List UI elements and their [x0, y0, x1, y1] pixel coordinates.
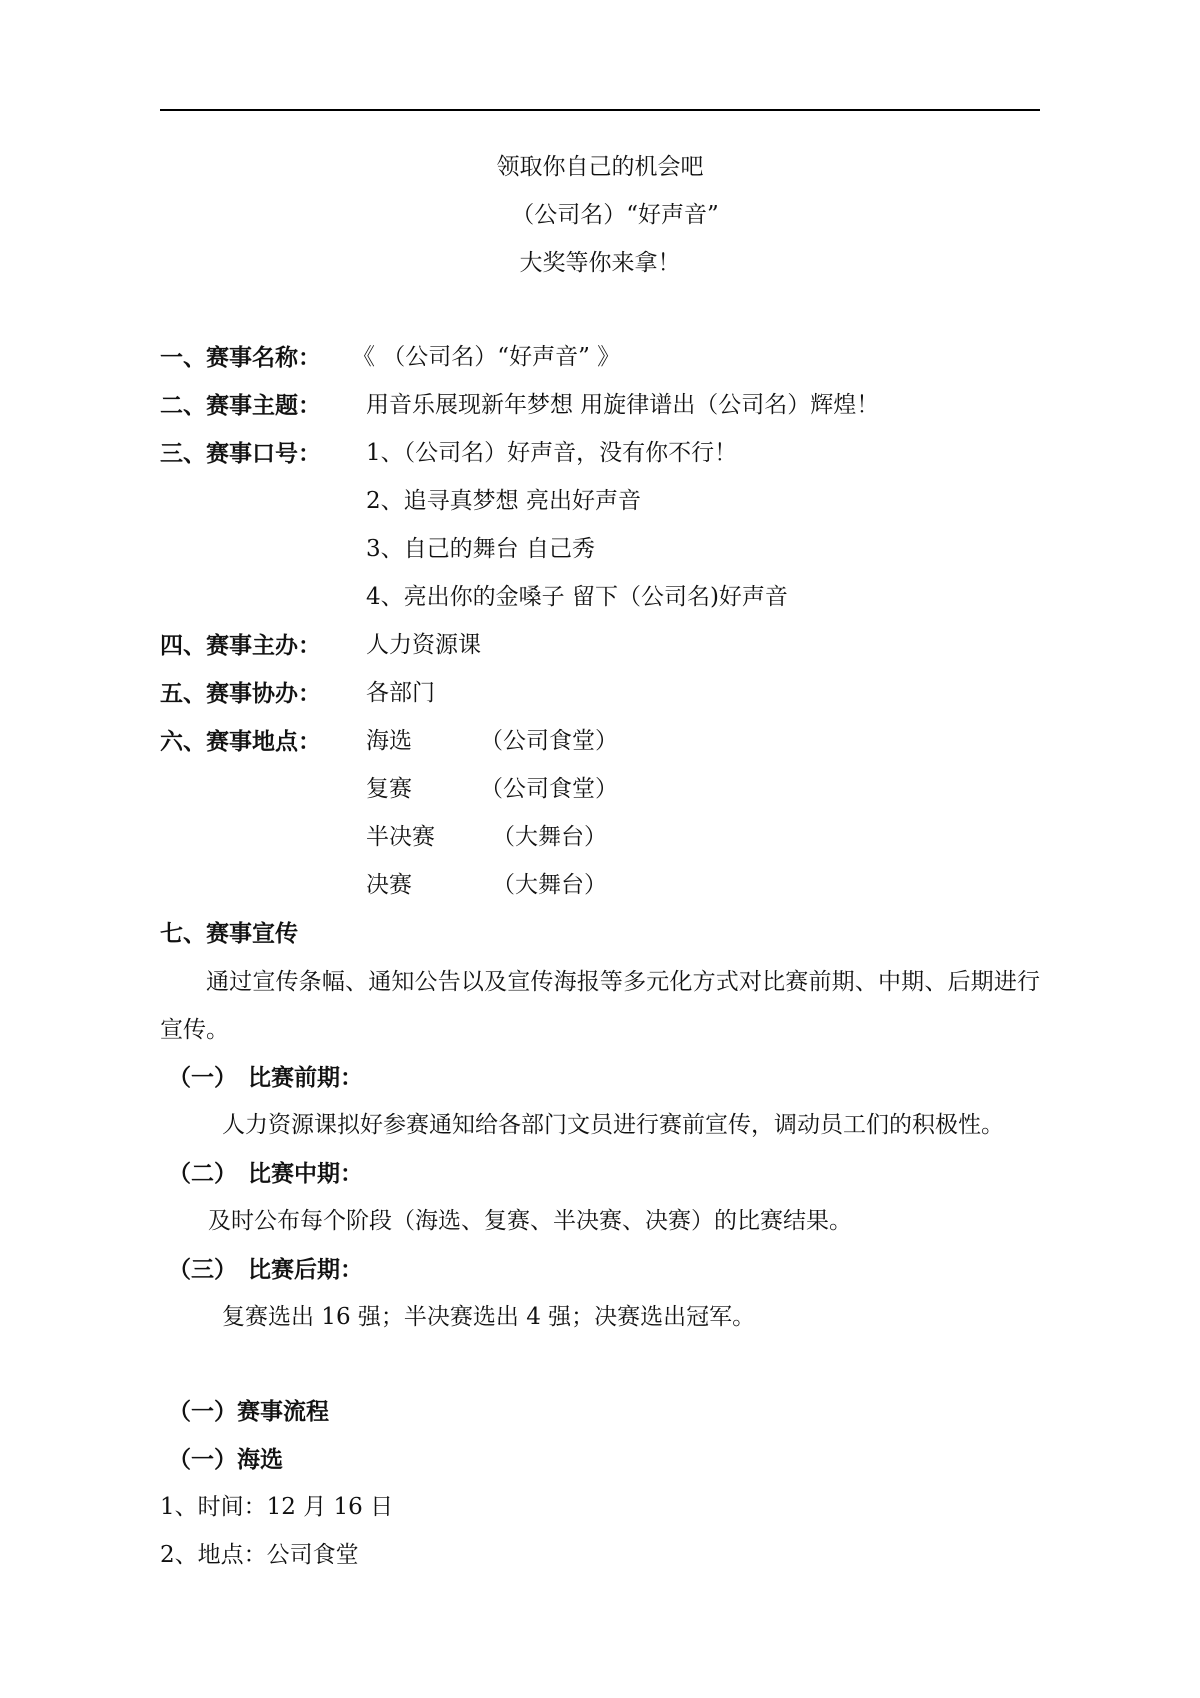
flow-heading: （一）赛事流程 — [168, 1398, 329, 1425]
phase-number: （三） — [168, 1256, 237, 1283]
event-theme-value: 用音乐展现新年梦想 用旋律谱出（公司名）辉煌！ — [366, 392, 880, 418]
venue-stage: 海选 — [366, 728, 412, 754]
title-line-3: 大奖等你来拿！ — [519, 250, 681, 276]
venue-place: （大舞台） — [492, 824, 607, 850]
venue-stage: 决赛 — [366, 872, 412, 898]
phase-title: 比赛中期： — [248, 1160, 363, 1187]
venue-place: （公司食堂） — [480, 728, 618, 754]
phase-text: 复赛选出 16 强；半决赛选出 4 强；决赛选出冠军。 — [222, 1304, 756, 1330]
flow-place: 2、地点：公司食堂 — [160, 1542, 359, 1568]
event-venue-label: 六、赛事地点： — [160, 728, 321, 755]
slogan-item: 2、追寻真梦想 亮出好声音 — [366, 488, 641, 514]
event-name-value: 《 （公司名）“好声音” 》 — [352, 344, 621, 370]
promo-heading: 七、赛事宣传 — [160, 920, 298, 947]
slogan-item: 3、自己的舞台 自己秀 — [366, 536, 595, 562]
phase-title: 比赛前期： — [248, 1064, 363, 1091]
event-co-host-value: 各部门 — [366, 680, 435, 706]
event-slogan-label: 三、赛事口号： — [160, 440, 321, 467]
venue-stage: 半决赛 — [366, 824, 435, 850]
slogan-item: 1、（公司名）好声音，没有你不行！ — [366, 440, 738, 466]
phase-text: 人力资源课拟好参赛通知给各部门文员进行赛前宣传，调动员工们的积极性。 — [222, 1112, 1004, 1138]
phase-number: （一） — [168, 1064, 237, 1091]
promo-intro: 通过宣传条幅、通知公告以及宣传海报等多元化方式对比赛前期、中期、后期进行宣传。 — [160, 969, 1040, 1043]
title-line-2: （公司名）“好声音” — [511, 202, 719, 228]
venue-place: （公司食堂） — [480, 776, 618, 802]
phase-text: 及时公布每个阶段（海选、复赛、半决赛、决赛）的比赛结果。 — [208, 1208, 852, 1234]
venue-place: （大舞台） — [492, 872, 607, 898]
event-co-host-label: 五、赛事协办： — [160, 680, 321, 707]
phase-number: （二） — [168, 1160, 237, 1187]
header-rule — [160, 109, 1040, 111]
event-theme-label: 二、赛事主题： — [160, 392, 321, 419]
event-host-label: 四、赛事主办： — [160, 632, 321, 659]
event-name-label: 一、赛事名称： — [160, 344, 321, 371]
flow-time: 1、时间：12 月 16 日 — [160, 1494, 394, 1520]
phase-title: 比赛后期： — [248, 1256, 363, 1283]
flow-subheading: （一）海选 — [168, 1446, 283, 1473]
venue-stage: 复赛 — [366, 776, 412, 802]
event-host-value: 人力资源课 — [366, 632, 481, 658]
title-line-1: 领取你自己的机会吧 — [496, 154, 704, 180]
slogan-item: 4、亮出你的金嗓子 留下（公司名)好声音 — [366, 584, 788, 610]
